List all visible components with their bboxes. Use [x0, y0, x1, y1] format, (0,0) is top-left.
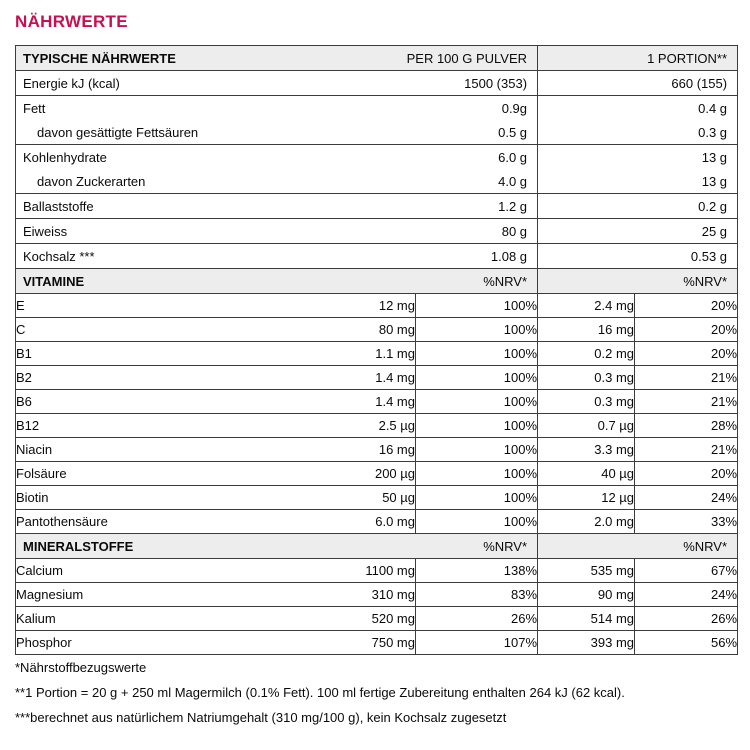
value-per-portion-cell [538, 342, 635, 366]
value-per-100g: 200 µg [374, 466, 415, 481]
row-label-cell [16, 342, 341, 366]
row-label: Magnesium [16, 587, 84, 602]
nrv-per-portion-cell [635, 318, 738, 342]
footnote: **1 Portion = 20 g + 250 ml Magermilch (0.1% Fett). 100 ml fertige Zubereitung enthalten 264 kJ (62 kcal). [15, 685, 625, 700]
nutrient-row [16, 390, 738, 414]
nrv-per-portion-cell [635, 294, 738, 318]
nrv-per-100g-cell [416, 414, 538, 438]
row-label-cell [16, 559, 341, 583]
value-per-100g-cell [341, 414, 416, 438]
row-line [538, 194, 737, 218]
row-label: Calcium [16, 563, 63, 578]
row-line [16, 71, 537, 95]
nrv-per-portion-cell [635, 366, 738, 390]
row-label-cell [16, 390, 341, 414]
value-per-100g: 0.5 g [498, 124, 528, 140]
row-label: B6 [16, 394, 32, 409]
row-label-cell [16, 607, 341, 631]
nrv-per-portion-header: %NRV* [683, 538, 728, 554]
value-per-portion-cell [538, 583, 635, 607]
row-line [538, 169, 737, 193]
nutrient-row [16, 583, 738, 607]
value-per-portion: 660 (155) [671, 75, 728, 91]
row-label: B2 [16, 370, 32, 385]
row-line [538, 96, 737, 120]
macro-portion-cell [538, 71, 738, 96]
row-label: Pantothensäure [16, 514, 108, 529]
nrv-per-portion-header: %NRV* [683, 273, 728, 289]
nrv-per-portion: 26% [711, 611, 738, 626]
row-line [538, 71, 737, 95]
nrv-per-portion: 20% [711, 466, 738, 481]
row-label-cell [16, 583, 341, 607]
value-per-portion: 0.53 g [690, 248, 728, 264]
value-per-portion: 514 mg [590, 611, 635, 626]
nrv-per-100g-cell [416, 390, 538, 414]
row-label: Kohlenhydrate [23, 149, 107, 165]
row-label: B1 [16, 346, 32, 361]
value-per-portion: 0.2 mg [594, 346, 635, 361]
value-per-100g-cell [341, 318, 416, 342]
value-per-100g: 1.1 mg [375, 346, 415, 361]
macro-portion-cell [538, 219, 738, 244]
nrv-per-portion: 33% [711, 514, 738, 529]
row-line [16, 169, 537, 193]
value-per-100g: 0.9g [501, 100, 528, 116]
section-title: MINERALSTOFFE [23, 538, 134, 554]
row-line [16, 534, 537, 558]
row-label-cell [16, 462, 341, 486]
nrv-per-100g: 138% [503, 563, 538, 578]
row-line [538, 219, 737, 243]
nrv-per-100g-cell [416, 631, 538, 655]
nrv-per-100g: 83% [511, 587, 538, 602]
nrv-per-portion-cell [635, 486, 738, 510]
nrv-per-100g-cell [416, 583, 538, 607]
value-per-100g: 6.0 g [498, 149, 528, 165]
nrv-per-100g-cell [416, 607, 538, 631]
nrv-per-100g-cell [416, 318, 538, 342]
value-per-100g-cell [341, 294, 416, 318]
value-per-portion-cell [538, 318, 635, 342]
nrv-per-100g: 100% [503, 418, 538, 433]
macro-row [16, 145, 738, 194]
nrv-per-100g: 100% [503, 346, 538, 361]
value-per-100g: 520 mg [371, 611, 415, 626]
value-per-100g: 1.4 mg [375, 394, 415, 409]
nutrient-row [16, 559, 738, 583]
value-per-portion: 0.3 g [698, 124, 728, 140]
macro-row [16, 194, 738, 219]
value-per-portion: 16 mg [597, 322, 635, 337]
macro-main-cell [16, 194, 538, 219]
macro-main-cell [16, 219, 538, 244]
macro-portion-cell [538, 244, 738, 269]
nrv-per-portion-cell [635, 414, 738, 438]
per-100g-column-header: PER 100 G PULVER [406, 50, 528, 66]
row-line [16, 194, 537, 218]
value-per-portion: 25 g [701, 223, 728, 239]
section-main-cell [16, 269, 538, 294]
value-per-portion: 12 µg [601, 490, 635, 505]
macro-portion-cell [538, 194, 738, 219]
nrv-per-portion-cell [635, 510, 738, 534]
value-per-portion: 13 g [701, 173, 728, 189]
nutrition-table [15, 45, 738, 655]
macro-main-cell [16, 71, 538, 96]
nrv-per-portion: 67% [711, 563, 738, 578]
nrv-per-100g: 100% [503, 370, 538, 385]
nrv-per-portion: 20% [711, 298, 738, 313]
value-per-portion: 0.2 g [698, 198, 728, 214]
section-portion-cell [538, 534, 738, 559]
value-per-portion-cell [538, 438, 635, 462]
nutrient-row [16, 342, 738, 366]
value-per-portion: 40 µg [601, 466, 635, 481]
portion-column-header: 1 PORTION** [647, 50, 728, 66]
nrv-per-portion: 56% [711, 635, 738, 650]
nrv-per-portion: 24% [711, 587, 738, 602]
section-portion-cell [538, 269, 738, 294]
value-per-portion: 2.0 mg [594, 514, 635, 529]
nutrient-row [16, 294, 738, 318]
value-per-100g: 80 mg [378, 322, 415, 337]
nrv-per-100g: 100% [503, 466, 538, 481]
nutrient-row [16, 631, 738, 655]
row-label: Kochsalz *** [23, 248, 95, 264]
value-per-100g-cell [341, 462, 416, 486]
value-per-100g-cell [341, 583, 416, 607]
nrv-per-100g-cell [416, 462, 538, 486]
macro-row [16, 219, 738, 244]
row-label-cell [16, 366, 341, 390]
section-portion-cell [538, 46, 738, 71]
nrv-per-100g-cell [416, 510, 538, 534]
row-label: Phosphor [16, 635, 72, 650]
value-per-100g: 1100 mg [365, 563, 415, 578]
value-per-100g-cell [341, 342, 416, 366]
value-per-portion-cell [538, 366, 635, 390]
row-label-cell [16, 414, 341, 438]
table-main-header-row [16, 46, 738, 71]
value-per-portion: 2.4 mg [594, 298, 635, 313]
value-per-100g-cell [341, 390, 416, 414]
value-per-100g: 4.0 g [498, 173, 528, 189]
value-per-portion-cell [538, 462, 635, 486]
row-label: Niacin [16, 442, 53, 457]
nrv-per-100g-cell [416, 342, 538, 366]
value-per-100g: 80 g [501, 223, 528, 239]
value-per-100g-cell [341, 438, 416, 462]
value-per-portion: 393 mg [590, 635, 635, 650]
value-per-portion: 0.3 mg [594, 394, 635, 409]
value-per-100g: 1.2 g [498, 198, 528, 214]
nutrient-row [16, 438, 738, 462]
nrv-per-100g: 100% [503, 298, 538, 313]
row-label-cell [16, 631, 341, 655]
row-line [16, 269, 537, 293]
value-per-100g-cell [341, 486, 416, 510]
section-title: VITAMINE [23, 273, 85, 289]
value-per-100g: 2.5 µg [378, 418, 415, 433]
footnote: *Nährstoffbezugswerte [15, 660, 147, 675]
macro-main-cell [16, 145, 538, 194]
value-per-portion: 3.3 mg [594, 442, 635, 457]
value-per-portion-cell [538, 607, 635, 631]
value-per-portion-cell [538, 559, 635, 583]
nrv-per-portion-cell [635, 583, 738, 607]
nrv-per-100g-cell [416, 294, 538, 318]
nrv-per-portion: 28% [711, 418, 738, 433]
table-title: TYPISCHE NÄHRWERTE [23, 50, 176, 66]
nutrient-row [16, 510, 738, 534]
value-per-100g-cell [341, 607, 416, 631]
row-label-cell [16, 318, 341, 342]
section-main-cell [16, 46, 538, 71]
value-per-portion-cell [538, 294, 635, 318]
value-per-100g-cell [341, 631, 416, 655]
row-label-cell [16, 294, 341, 318]
value-per-portion-cell [538, 390, 635, 414]
nrv-per-portion-cell [635, 607, 738, 631]
row-label: Fett [23, 100, 46, 116]
nrv-per-100g: 100% [503, 322, 538, 337]
row-label: Folsäure [16, 466, 67, 481]
value-per-portion-cell [538, 510, 635, 534]
value-per-portion: 0.4 g [698, 100, 728, 116]
macro-row [16, 244, 738, 269]
value-per-portion: 535 mg [590, 563, 635, 578]
nrv-per-100g-cell [416, 559, 538, 583]
row-label: Ballaststoffe [23, 198, 94, 214]
section-main-cell [16, 534, 538, 559]
value-per-100g-cell [341, 559, 416, 583]
nrv-per-100g-header: %NRV* [483, 273, 528, 289]
value-per-100g: 750 mg [371, 635, 415, 650]
macro-main-cell [16, 244, 538, 269]
macro-main-cell [16, 96, 538, 145]
value-per-portion: 0.3 mg [594, 370, 635, 385]
section-header-row [16, 269, 738, 294]
nrv-per-portion: 21% [711, 394, 738, 409]
row-label: davon Zuckerarten [37, 173, 146, 189]
nrv-per-100g: 100% [503, 490, 538, 505]
row-line [16, 96, 537, 120]
row-line [538, 120, 737, 144]
nrv-per-portion: 21% [711, 442, 738, 457]
macro-row [16, 71, 738, 96]
macro-row [16, 96, 738, 145]
nutrient-row [16, 607, 738, 631]
row-line [538, 244, 737, 268]
nrv-per-100g: 100% [503, 514, 538, 529]
value-per-100g: 16 mg [378, 442, 415, 457]
row-label: Energie kJ (kcal) [23, 75, 120, 91]
value-per-100g: 50 µg [382, 490, 415, 505]
value-per-100g-cell [341, 366, 416, 390]
row-line [16, 244, 537, 268]
nrv-per-100g: 107% [503, 635, 538, 650]
nrv-per-portion: 20% [711, 322, 738, 337]
value-per-portion-cell [538, 414, 635, 438]
value-per-100g: 1500 (353) [464, 75, 528, 91]
nutrient-row [16, 486, 738, 510]
nrv-per-100g: 100% [503, 394, 538, 409]
row-label: Eiweiss [23, 223, 68, 239]
macro-portion-cell [538, 145, 738, 194]
row-label-cell [16, 510, 341, 534]
row-line [538, 145, 737, 169]
nutrient-row [16, 366, 738, 390]
value-per-100g-cell [341, 510, 416, 534]
row-line [16, 120, 537, 144]
nrv-per-100g-cell [416, 366, 538, 390]
page-title: NÄHRWERTE [15, 12, 128, 31]
value-per-100g: 6.0 mg [375, 514, 415, 529]
row-line [16, 219, 537, 243]
macro-portion-cell [538, 96, 738, 145]
nrv-per-portion-cell [635, 342, 738, 366]
nrv-per-portion: 20% [711, 346, 738, 361]
value-per-portion-cell [538, 631, 635, 655]
row-label: davon gesättigte Fettsäuren [37, 124, 199, 140]
nutrient-row [16, 462, 738, 486]
row-label-cell [16, 486, 341, 510]
nrv-per-100g: 26% [511, 611, 538, 626]
value-per-portion: 13 g [701, 149, 728, 165]
row-label-cell [16, 438, 341, 462]
footnotes [15, 660, 737, 726]
value-per-portion: 0.7 µg [597, 418, 635, 433]
row-line [16, 145, 537, 169]
row-line [538, 46, 737, 70]
value-per-portion-cell [538, 486, 635, 510]
nrv-per-portion-cell [635, 559, 738, 583]
value-per-100g: 1.08 g [490, 248, 528, 264]
row-line [16, 46, 537, 70]
value-per-100g: 12 mg [378, 298, 415, 313]
value-per-100g: 1.4 mg [375, 370, 415, 385]
nrv-per-portion-cell [635, 631, 738, 655]
value-per-100g: 310 mg [371, 587, 415, 602]
nrv-per-100g-cell [416, 438, 538, 462]
nrv-per-portion-cell [635, 462, 738, 486]
nrv-per-portion: 21% [711, 370, 738, 385]
value-per-portion: 90 mg [597, 587, 635, 602]
nrv-per-100g-header: %NRV* [483, 538, 528, 554]
footnote: ***berechnet aus natürlichem Natriumgehalt (310 mg/100 g), kein Kochsalz zugesetzt [15, 710, 507, 725]
nrv-per-portion-cell [635, 390, 738, 414]
nrv-per-100g-cell [416, 486, 538, 510]
nrv-per-100g: 100% [503, 442, 538, 457]
nrv-per-portion-cell [635, 438, 738, 462]
nutrient-row [16, 318, 738, 342]
row-label: Biotin [16, 490, 49, 505]
row-label: E [16, 298, 25, 313]
row-label: Kalium [16, 611, 56, 626]
nrv-per-portion: 24% [711, 490, 738, 505]
row-label: C [16, 322, 26, 337]
row-label: B12 [16, 418, 40, 433]
section-header-row [16, 534, 738, 559]
nutrient-row [16, 414, 738, 438]
row-line [538, 269, 737, 293]
nutrition-table-body [16, 46, 738, 655]
row-line [538, 534, 737, 558]
